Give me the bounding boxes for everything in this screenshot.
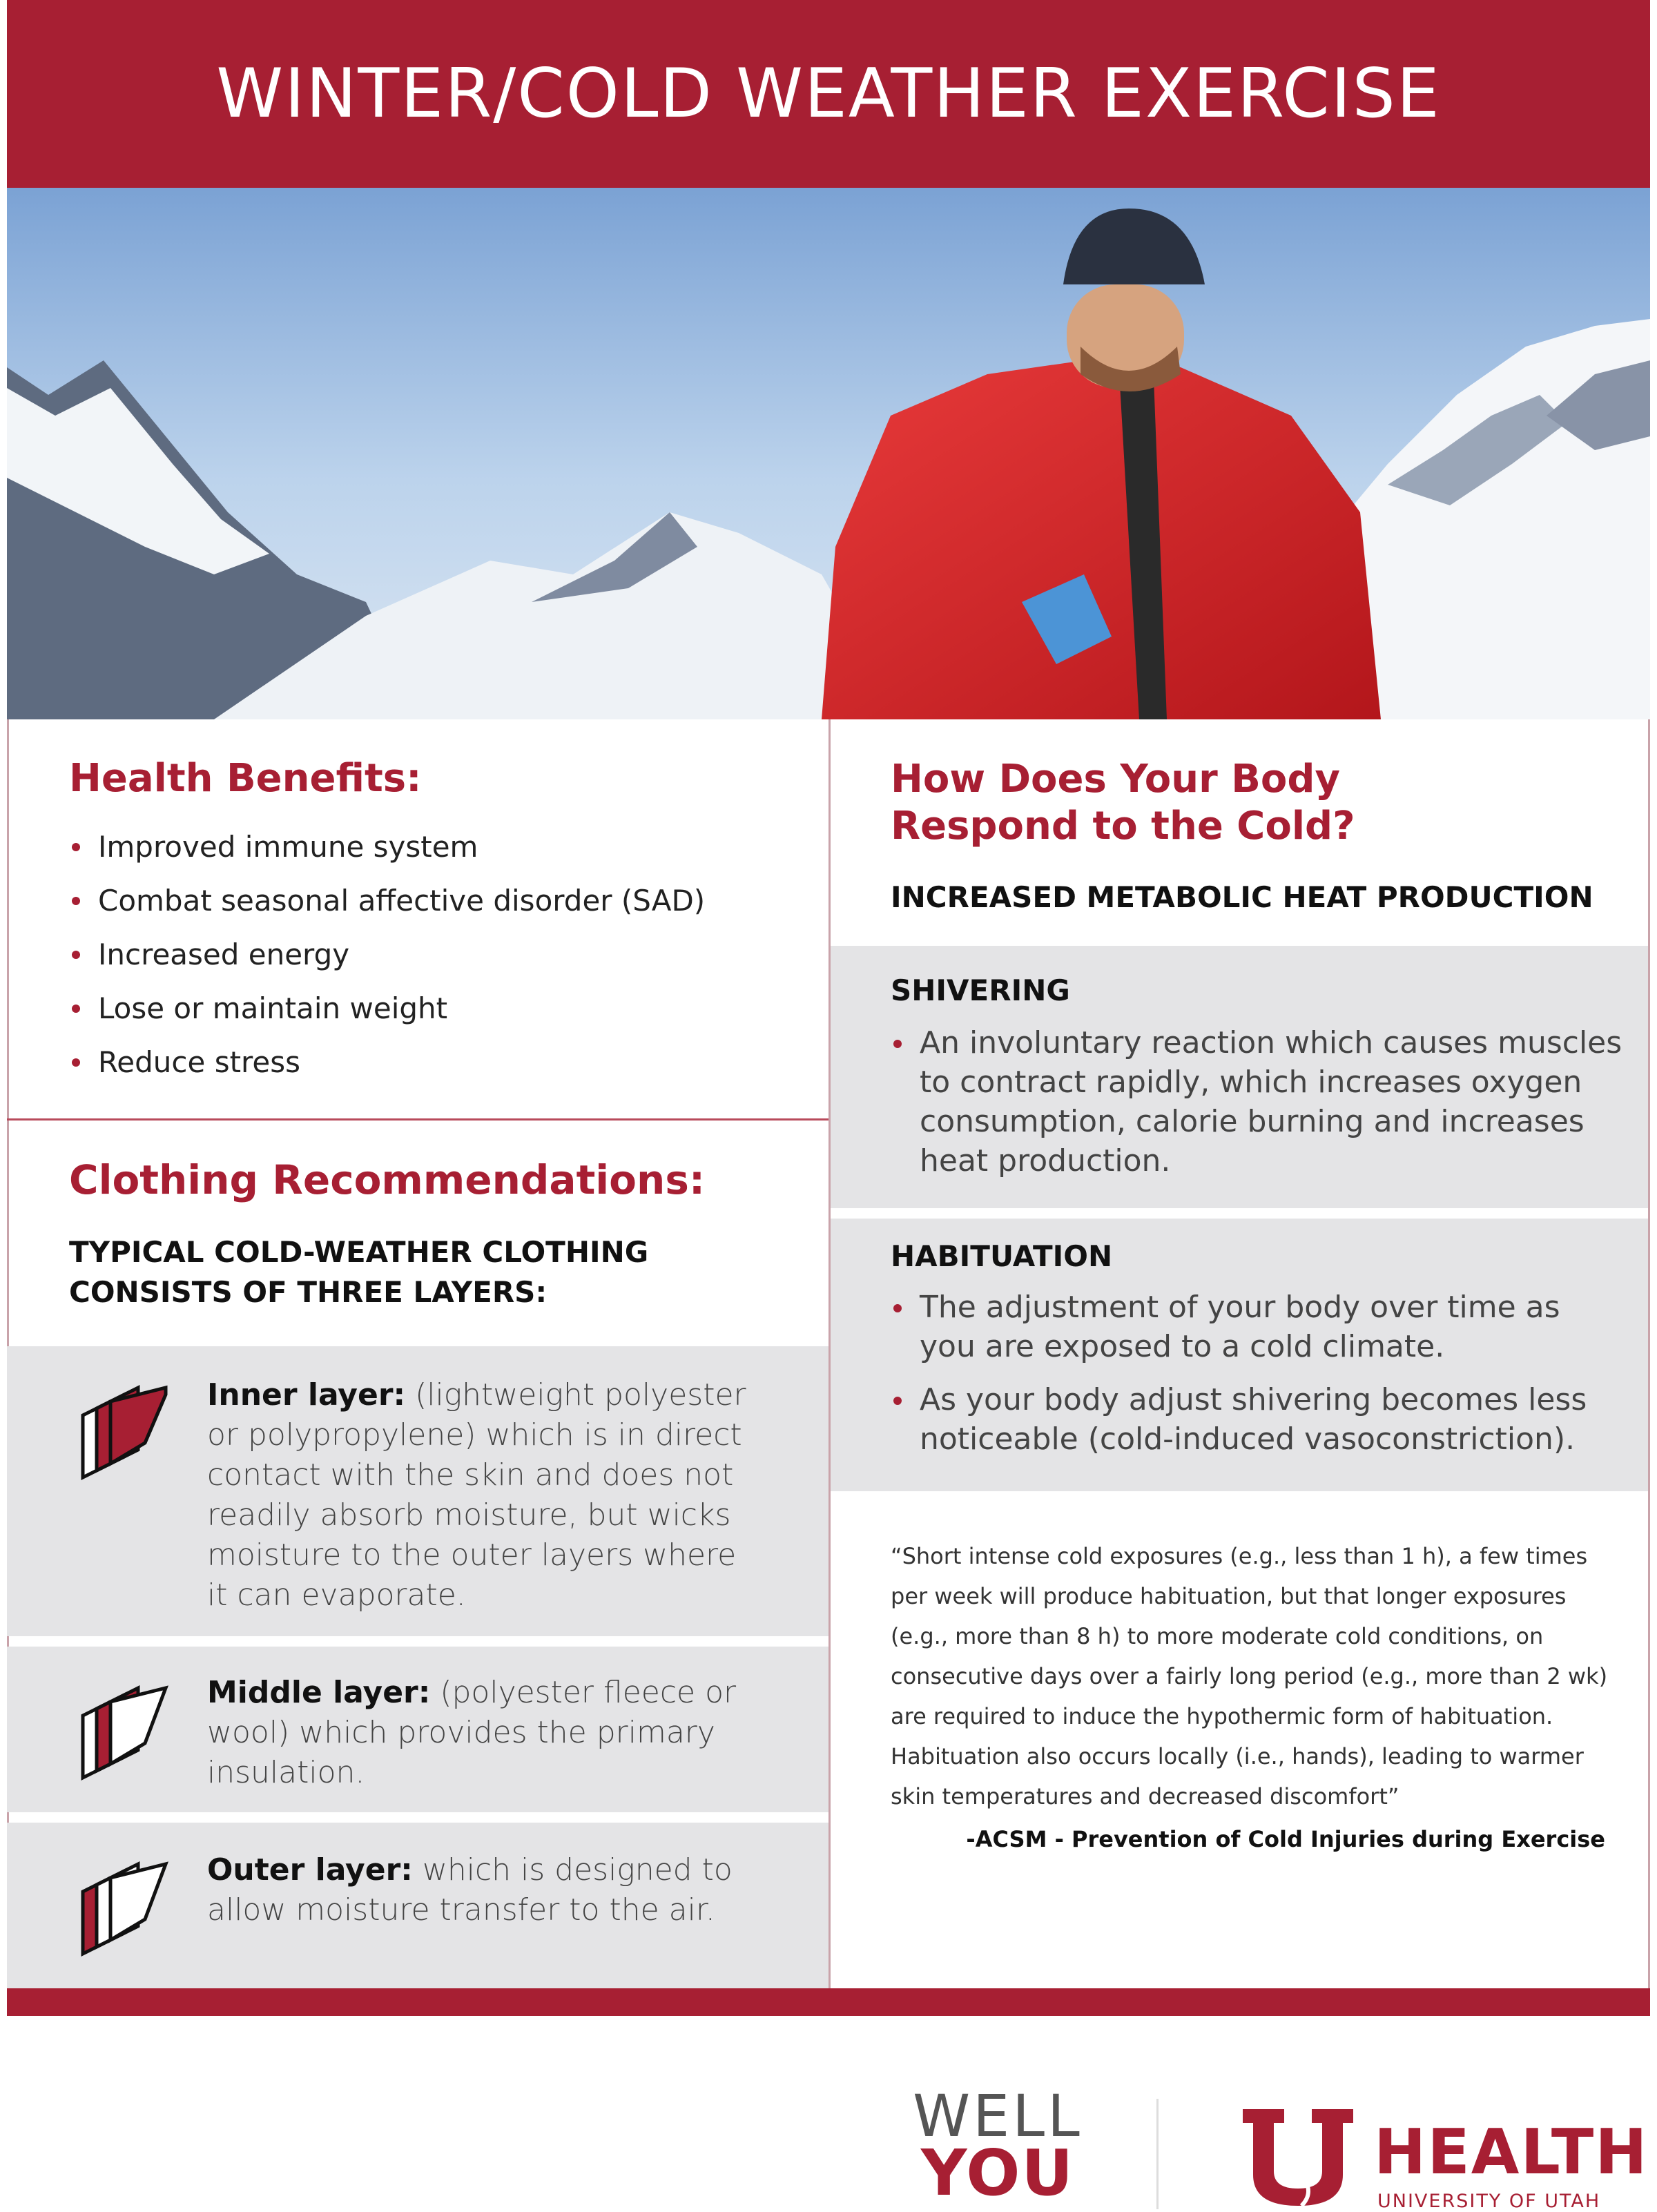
clothing-layers-icon <box>69 1674 180 1785</box>
body-response-header <box>891 756 1609 914</box>
border-right <box>1648 719 1650 1990</box>
body-response-title-line2: Respond to the Cold? <box>891 804 1355 848</box>
university-health-logo <box>1236 2102 1650 2212</box>
list-item: Improved immune system <box>69 820 815 874</box>
list-item: Reduce stress <box>69 1036 815 1089</box>
clothing-section <box>69 1156 815 1312</box>
shivering-title: SHIVERING <box>891 973 1070 1007</box>
health-wordmark: HEALTH <box>1374 2116 1649 2189</box>
list-item: Combat seasonal affective disorder (SAD) <box>69 874 815 928</box>
wellyou-logo <box>908 2082 1087 2210</box>
shivering-panel <box>831 946 1648 1208</box>
inner-layer-description: (lightweight polyester or polypropylene) which is in direct contact with the skin and does not readily absorb moisture, but wicks moisture to the outer layers where it can evaporate. <box>207 1377 746 1613</box>
habituation-panel <box>831 1219 1648 1491</box>
list-item: An involuntary reaction which causes muscles to contract rapidly, which increases oxygen consumption, calorie burning and increases heat production. <box>891 1023 1622 1181</box>
logo-divider <box>1156 2099 1159 2209</box>
body-response-title-line1: How Does Your Body <box>891 757 1340 802</box>
university-name: UNIVERSITY OF UTAH <box>1377 2191 1601 2212</box>
hero-photo <box>7 188 1650 719</box>
page-header <box>7 0 1650 188</box>
middle-layer-label: Middle layer: <box>207 1675 431 1710</box>
shivering-list <box>891 1023 1622 1194</box>
health-benefits-list <box>69 820 815 1089</box>
middle-layer-text <box>207 1673 759 1793</box>
clothing-subtitle-line2: CONSISTS OF THREE LAYERS: <box>69 1275 548 1309</box>
middle-layer-panel <box>7 1647 828 1812</box>
list-item: As your body adjust shivering becomes less noticeable (cold-induced vasoconstriction). <box>891 1380 1622 1459</box>
middle-layer-description: (polyester fleece or wool) which provides the primary insulation. <box>207 1675 737 1790</box>
habituation-list <box>891 1288 1622 1473</box>
inner-layer-text <box>207 1375 759 1616</box>
page-title: WINTER/COLD WEATHER EXERCISE <box>216 55 1441 133</box>
wellyou-word-you: YOU <box>920 2136 1075 2210</box>
section-divider <box>7 1118 828 1120</box>
wellyou-word-well: WELL <box>913 2082 1083 2150</box>
clothing-title: Clothing Recommendations: <box>69 1156 706 1203</box>
quote-citation: -ACSM - Prevention of Cold Injuries during Exercise <box>966 1826 1605 1852</box>
inner-layer-label: Inner layer: <box>207 1377 406 1413</box>
footer-bar <box>7 1988 1650 2016</box>
health-benefits-section <box>69 756 815 1089</box>
clothing-layers-icon <box>69 1374 180 1484</box>
health-benefits-title: Health Benefits: <box>69 756 422 801</box>
block-u-icon <box>1236 2102 1360 2209</box>
clothing-layers-icon <box>69 1850 180 1961</box>
outer-layer-description: which is designed to allow moisture transfer to the air. <box>207 1852 733 1928</box>
body-response-subtitle: INCREASED METABOLIC HEAT PRODUCTION <box>891 880 1593 914</box>
list-item: Lose or maintain weight <box>69 982 815 1036</box>
outer-layer-label: Outer layer: <box>207 1852 413 1888</box>
outer-layer-text <box>207 1850 759 1930</box>
list-item: Increased energy <box>69 928 815 982</box>
list-item: The adjustment of your body over time as you are exposed to a cold climate. <box>891 1288 1622 1366</box>
inner-layer-panel <box>7 1346 828 1636</box>
acsm-quote: “Short intense cold exposures (e.g., less than 1 h), a few times per week will produce habituation, but that longer exposures (e.g., more than 8 h) to more moderate cold conditions, on consecutive days over a fairly long period (e.g., more than 2 wk) are required to induce the hypothermic form of habituation. Habituation also occurs locally (i.e., hands), leading to warmer skin temperatures and decreased discomfort” <box>891 1543 1608 1810</box>
clothing-subtitle-line1: TYPICAL COLD-WEATHER CLOTHING <box>69 1235 649 1269</box>
outer-layer-panel <box>7 1823 828 1988</box>
habituation-title: HABITUATION <box>891 1239 1113 1273</box>
